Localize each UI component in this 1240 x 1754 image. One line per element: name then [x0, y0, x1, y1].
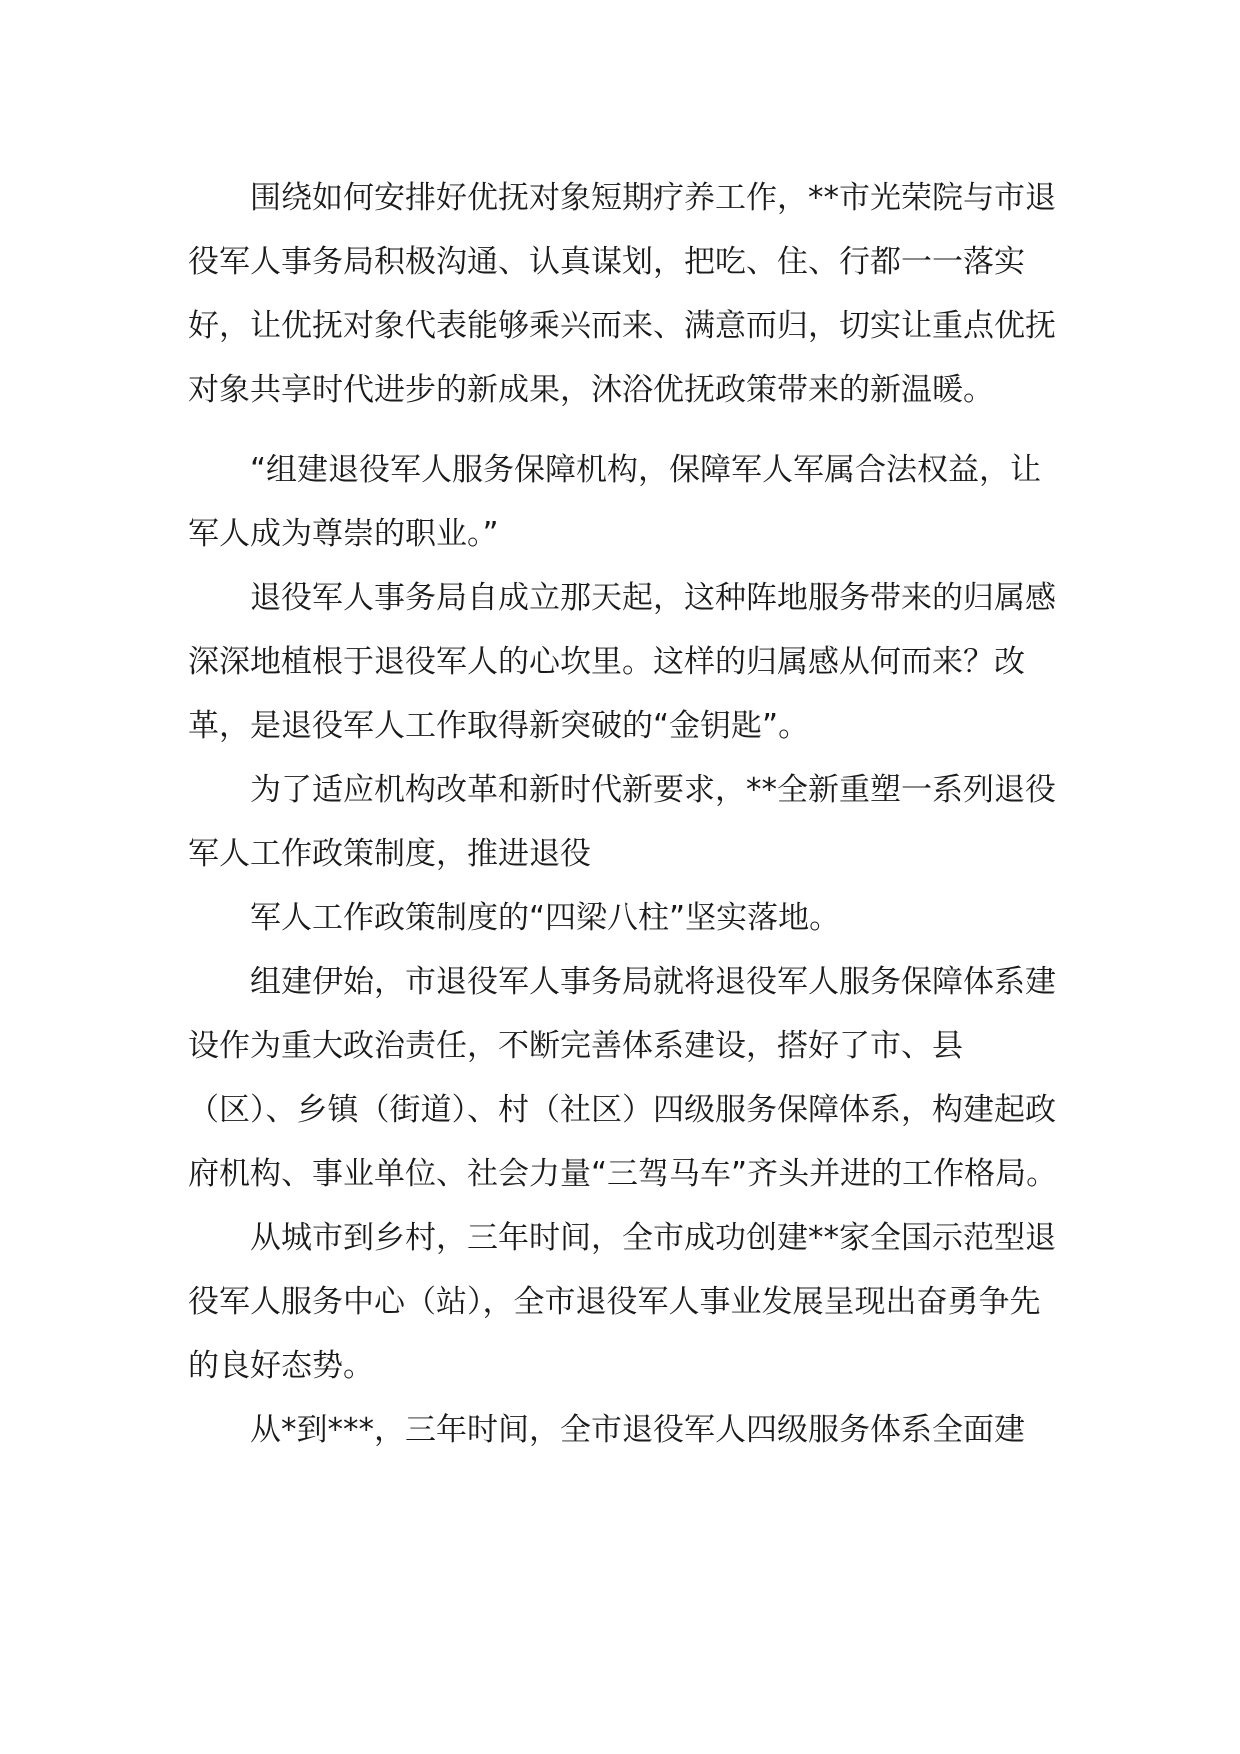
document-body: [188, 166, 1058, 1462]
paragraph-reform: 为了适应机构改革和新时代新要求，**全新重塑一系列退役军人工作政策制度，推进退役: [188, 772, 1056, 872]
paragraph-service-system: 组建伊始，市退役军人事务局就将退役军人服务保障体系建设作为重大政治责任，不断完善体系建设，搭好了市、县（区）、乡镇（街道）、村（社区）四级服务保障体系，构建起政府机构、事业单位、社会力量“三驾马车”齐头并进的工作格局。: [188, 964, 1058, 1192]
paragraph-pillars: 军人工作政策制度的“四梁八柱”坚实落地。: [250, 900, 841, 936]
paragraph-demonstration-centers: 从城市到乡村，三年时间，全市成功创建**家全国示范型退役军人服务中心（站），全市退役军人事业发展呈现出奋勇争先的良好态势。: [188, 1220, 1056, 1384]
paragraph-belonging: 退役军人事务局自成立那天起，这种阵地服务带来的归属感深深地植根于退役军人的心坎里。这样的归属感从何而来？改革，是退役军人工作取得新突破的“金钥匙”。: [188, 580, 1056, 744]
paragraph-four-level-system: 从*到***，三年时间，全市退役军人四级服务体系全面建: [250, 1412, 1025, 1448]
paragraph-quote: “组建退役军人服务保障机构，保障军人军属合法权益，让军人成为尊崇的职业。”: [188, 452, 1042, 552]
paragraph-recuperation: 围绕如何安排好优抚对象短期疗养工作，**市光荣院与市退役军人事务局积极沟通、认真谋划，把吃、住、行都一一落实好，让优抚对象代表能够乘兴而来、满意而归，切实让重点优抚对象共享时代进步的新成果，沐浴优抚政策带来的新温暖。: [188, 180, 1056, 408]
